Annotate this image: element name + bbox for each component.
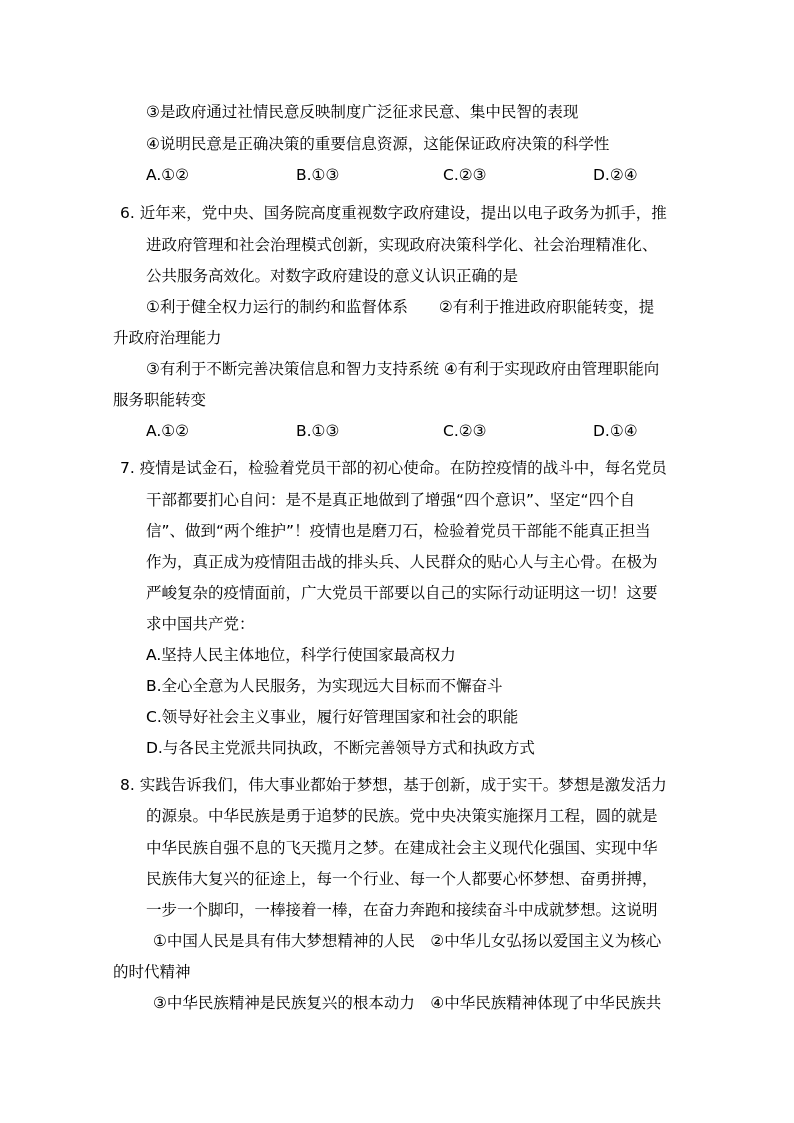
- q7-option-a: A.坚持人民主体地位，科学行使国家最高权力: [146, 646, 456, 664]
- q6-items-line-4: 服务职能转变: [113, 391, 207, 409]
- q8-items-line-2: 的时代精神: [113, 963, 191, 981]
- q5-item-3: ③是政府通过社情民意反映制度广泛征求民意、集中民智的表现: [146, 103, 579, 121]
- q6-items-line-1: ①利于健全权力运行的制约和监督体系 ②有利于推进政府职能转变，提: [146, 298, 655, 316]
- q6-items-line-3: ③有利于不断完善决策信息和智力支持系统 ④有利于实现政府由管理职能向: [146, 360, 660, 378]
- q7-stem-line-4: 作为，真正成为疫情阻击战的排头兵、人民群众的贴心人与主心骨。在极为: [146, 553, 658, 571]
- q8-items-line-1: ①中国人民是具有伟大梦想精神的人民 ②中华儿女弘扬以爱国主义为核心: [153, 932, 662, 950]
- q6-items-line-2: 升政府治理能力: [113, 329, 222, 347]
- q8-items-line-3: ③中华民族精神是民族复兴的根本动力 ④中华民族精神体现了中华民族共: [153, 994, 662, 1012]
- q7-option-c: C.领导好社会主义事业，履行好管理国家和社会的职能: [146, 708, 519, 726]
- q5-option-b: B.①③: [296, 166, 340, 184]
- q6-stem-line-2: 进政府管理和社会治理模式创新，实现政府决策科学化、社会治理精准化、: [146, 236, 658, 254]
- q7-option-b: B.全心全意为人民服务，为实现远大目标而不懈奋斗: [146, 677, 503, 695]
- q5-item-4: ④说明民意是正确决策的重要信息资源，这能保证政府决策的科学性: [146, 135, 610, 153]
- q5-option-d: D.②④: [593, 166, 638, 184]
- q5-option-c: C.②③: [443, 166, 487, 184]
- q8-stem-line-2: 的源泉。中华民族是勇于追梦的民族。党中央决策实施探月工程，圆的就是: [146, 807, 658, 825]
- q8-stem-line-1: 8. 实践告诉我们，伟大事业都始于梦想，基于创新，成于实干。梦想是激发活力: [120, 776, 667, 794]
- q6-option-c: C.②③: [443, 422, 487, 440]
- q6-option-d: D.①④: [593, 422, 638, 440]
- q6-stem-line-3: 公共服务高效化。对数字政府建设的意义认识正确的是: [146, 267, 519, 285]
- q8-stem-line-3: 中华民族自强不息的飞天揽月之梦。在建成社会主义现代化强国、实现中华: [146, 839, 658, 857]
- q8-stem-line-5: 一步一个脚印，一棒接着一棒，在奋力奔跑和接续奋斗中成就梦想。这说明: [146, 901, 658, 919]
- q7-stem-line-5: 严峻复杂的疫情面前，广大党员干部要以自己的实际行动证明这一切！这要: [146, 584, 658, 602]
- q7-stem-line-2: 干部都要扪心自问：是不是真正地做到了增强“四个意识”、坚定“四个自: [146, 491, 636, 509]
- q7-stem-line-3: 信”、做到“两个维护”！疫情也是磨刀石，检验着党员干部能不能真正担当: [146, 522, 651, 540]
- q6-option-a: A.①②: [146, 422, 190, 440]
- q8-stem-line-4: 民族伟大复兴的征途上，每一个行业、每一个人都要心怀梦想、奋勇拼搏，: [146, 870, 658, 888]
- q7-stem-line-6: 求中国共产党：: [146, 615, 255, 633]
- q6-option-b: B.①③: [296, 422, 340, 440]
- q7-option-d: D.与各民主党派共同执政，不断完善领导方式和执政方式: [146, 739, 535, 757]
- q5-option-a: A.①②: [146, 166, 190, 184]
- q7-stem-line-1: 7. 疫情是试金石，检验着党员干部的初心使命。在防控疫情的战斗中，每名党员: [120, 459, 667, 477]
- q6-stem-line-1: 6. 近年来，党中央、国务院高度重视数字政府建设，提出以电子政务为抓手，推: [120, 204, 667, 222]
